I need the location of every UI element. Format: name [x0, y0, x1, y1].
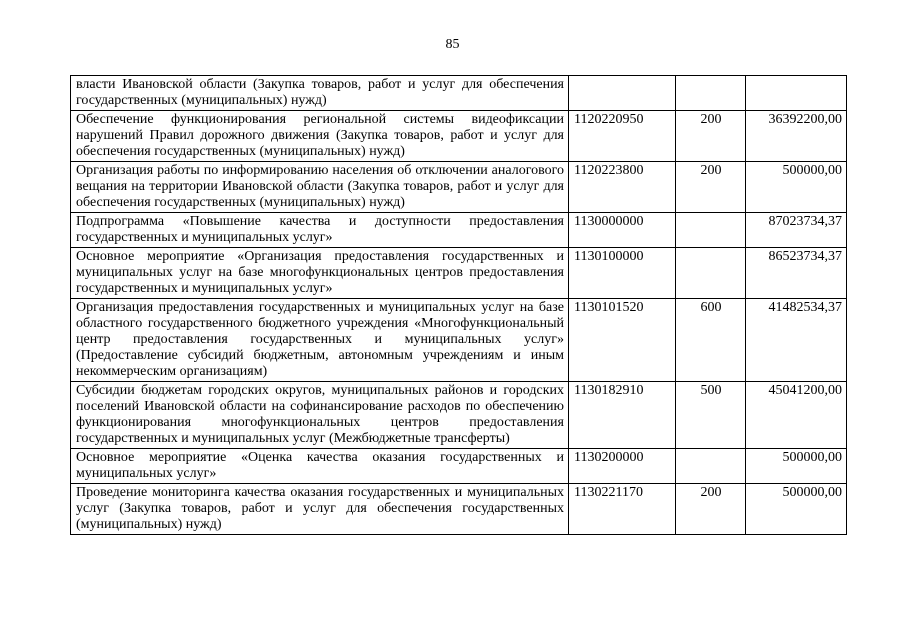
table-row	[71, 449, 847, 484]
budget-table	[70, 75, 847, 535]
page-number: 85	[445, 37, 460, 52]
row-expense-type: 200	[676, 484, 746, 535]
row-amount: 45041200,00	[746, 382, 847, 449]
table-row	[71, 213, 847, 248]
table-row	[71, 76, 847, 111]
row-description: Проведение мониторинга качества оказания государственных и муниципальных услуг (Закупка товаров, работ и услуг для обеспечения государственных (муниципальных) нужд)	[71, 484, 569, 535]
row-description: Организация предоставления государственных и муниципальных услуг на базе областного государственного бюджетного учреждения «Многофункциональный центр предоставления государственных и муниципальных услуг» (Предоставление субсидий бюджетным, автономным учреждениям и иным некоммерческим организациям)	[71, 299, 569, 382]
row-amount: 500000,00	[746, 162, 847, 213]
row-amount: 36392200,00	[746, 111, 847, 162]
row-description: власти Ивановской области (Закупка товаров, работ и услуг для обеспечения государственных (муниципальных) нужд)	[71, 76, 569, 111]
row-description: Основное мероприятие «Оценка качества оказания государственных и муниципальных услуг»	[71, 449, 569, 484]
row-expense-type: 500	[676, 382, 746, 449]
row-expense-type: 200	[676, 162, 746, 213]
row-code: 1130221170	[569, 484, 676, 535]
row-description: Подпрограмма «Повышение качества и доступности предоставления государственных и муниципальных услуг»	[71, 213, 569, 248]
row-amount: 41482534,37	[746, 299, 847, 382]
table-row	[71, 382, 847, 449]
row-description: Организация работы по информированию населения об отключении аналогового вещания на территории Ивановской области (Закупка товаров, работ и услуг для обеспечения государственных (муниципальных) нужд)	[71, 162, 569, 213]
row-amount: 500000,00	[746, 484, 847, 535]
row-code: 1130182910	[569, 382, 676, 449]
table-row	[71, 248, 847, 299]
row-expense-type	[676, 449, 746, 484]
row-amount	[746, 76, 847, 111]
table-row	[71, 299, 847, 382]
row-code: 1130200000	[569, 449, 676, 484]
row-code: 1120220950	[569, 111, 676, 162]
row-code: 1120223800	[569, 162, 676, 213]
row-amount: 87023734,37	[746, 213, 847, 248]
row-expense-type	[676, 248, 746, 299]
table-row	[71, 484, 847, 535]
row-code	[569, 76, 676, 111]
table-row	[71, 111, 847, 162]
row-code: 1130101520	[569, 299, 676, 382]
row-expense-type: 200	[676, 111, 746, 162]
row-expense-type: 600	[676, 299, 746, 382]
row-description: Обеспечение функционирования региональной системы видеофиксации нарушений Правил дорожного движения (Закупка товаров, работ и услуг для обеспечения государственных (муниципальных) нужд)	[71, 111, 569, 162]
row-description: Субсидии бюджетам городских округов, муниципальных районов и городских поселений Ивановской области на софинансирование расходов по обеспечению функционирования многофункциональных центров предоставления государственных и муниципальных услуг (Межбюджетные трансферты)	[71, 382, 569, 449]
row-expense-type	[676, 213, 746, 248]
row-amount: 500000,00	[746, 449, 847, 484]
table-row	[71, 162, 847, 213]
row-expense-type	[676, 76, 746, 111]
row-amount: 86523734,37	[746, 248, 847, 299]
row-code: 1130000000	[569, 213, 676, 248]
row-code: 1130100000	[569, 248, 676, 299]
row-description: Основное мероприятие «Организация предоставления государственных и муниципальных услуг на базе многофункциональных центров предоставления государственных и муниципальных услуг»	[71, 248, 569, 299]
